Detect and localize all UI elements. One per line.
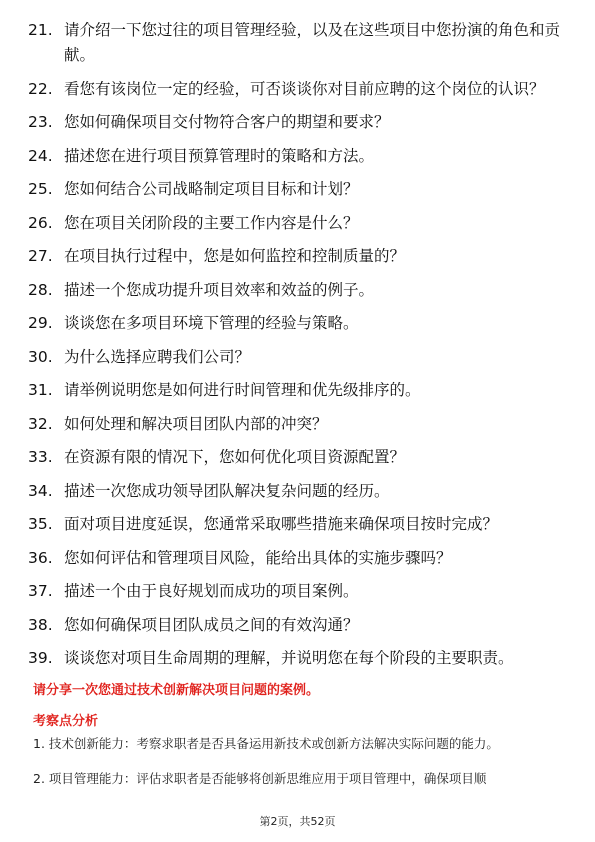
question-number: 39. bbox=[28, 649, 53, 667]
question-number: 22. bbox=[28, 79, 53, 98]
page-footer: 第2页，共52页 bbox=[259, 815, 336, 828]
question-number: 29. bbox=[28, 314, 53, 332]
question-item bbox=[28, 110, 568, 135]
question-number: 32. bbox=[28, 414, 53, 433]
question-item bbox=[28, 18, 568, 68]
question-text: 请介绍一下您过往的项目管理经验，以及在这些项目中您扮演的角色和贡献。 bbox=[64, 21, 561, 64]
question-number: 27. bbox=[28, 247, 53, 265]
question-number: 23. bbox=[28, 113, 53, 131]
question-text: 请举例说明您是如何进行时间管理和优先级排序的。 bbox=[64, 381, 421, 399]
question-text: 描述一个由于良好规划而成功的项目案例。 bbox=[64, 582, 359, 600]
analysis-item: 1. 技术创新能力：考察求职者是否具备运用新技术或创新方法解决实际问题的能力。 bbox=[33, 736, 499, 751]
question-item bbox=[28, 244, 568, 269]
question-item bbox=[28, 177, 568, 202]
analysis-list bbox=[33, 730, 563, 800]
question-text: 谈谈您在多项目环境下管理的经验与策略。 bbox=[64, 314, 359, 332]
question-number: 28. bbox=[28, 280, 53, 299]
question-text: 描述一次您成功领导团队解决复杂问题的经历。 bbox=[64, 481, 390, 500]
question-item bbox=[28, 211, 568, 236]
question-item bbox=[28, 144, 568, 169]
analysis-item: 2. 项目管理能力：评估求职者是否能够将创新思维应用于项目管理中，确保项目顺 bbox=[33, 771, 487, 786]
question-number: 26. bbox=[28, 213, 53, 232]
question-item bbox=[28, 378, 568, 403]
question-text: 您在项目关闭阶段的主要工作内容是什么？ bbox=[64, 213, 359, 232]
question-item bbox=[28, 479, 568, 504]
question-item bbox=[28, 278, 568, 303]
question-number: 38. bbox=[28, 615, 53, 634]
question-number: 30. bbox=[28, 347, 53, 366]
question-number: 37. bbox=[28, 582, 53, 600]
question-text: 描述您在进行项目预算管理时的策略和方法。 bbox=[64, 146, 375, 165]
question-text: 如何处理和解决项目团队内部的冲突？ bbox=[64, 414, 328, 433]
question-list bbox=[28, 18, 568, 680]
question-number: 36. bbox=[28, 548, 53, 567]
question-text: 描述一个您成功提升项目效率和效益的例子。 bbox=[64, 280, 375, 299]
question-text: 您如何结合公司战略制定项目目标和计划？ bbox=[64, 180, 359, 198]
question-text: 看您有该岗位一定的经验，可否谈谈你对目前应聘的这个岗位的认识？ bbox=[64, 79, 545, 98]
question-item bbox=[28, 77, 568, 102]
question-number: 21. bbox=[28, 21, 53, 39]
question-text: 为什么选择应聘我们公司？ bbox=[64, 347, 251, 366]
question-text: 您如何评估和管理项目风险，能给出具体的实施步骤吗？ bbox=[64, 548, 452, 567]
question-number: 35. bbox=[28, 515, 53, 533]
question-number: 31. bbox=[28, 381, 53, 399]
question-text: 在项目执行过程中，您是如何监控和控制质量的？ bbox=[64, 247, 406, 265]
question-item bbox=[28, 445, 568, 470]
question-number: 33. bbox=[28, 448, 53, 466]
question-item bbox=[28, 412, 568, 437]
question-number: 34. bbox=[28, 481, 53, 500]
section-title: 请分享一次您通过技术创新解决项目问题的案例。 bbox=[33, 683, 320, 698]
question-text: 面对项目进度延误，您通常采取哪些措施来确保项目按时完成？ bbox=[64, 515, 499, 533]
question-item bbox=[28, 512, 568, 537]
question-item bbox=[28, 546, 568, 571]
question-text: 您如何确保项目团队成员之间的有效沟通？ bbox=[64, 615, 359, 634]
analysis-heading: 考察点分析 bbox=[33, 714, 99, 729]
question-text: 谈谈您对项目生命周期的理解，并说明您在每个阶段的主要职责。 bbox=[64, 649, 514, 667]
question-item bbox=[28, 646, 568, 671]
question-text: 在资源有限的情况下，您如何优化项目资源配置？ bbox=[64, 448, 406, 466]
question-text: 您如何确保项目交付物符合客户的期望和要求？ bbox=[64, 113, 390, 131]
question-item bbox=[28, 579, 568, 604]
question-number: 25. bbox=[28, 180, 53, 198]
question-number: 24. bbox=[28, 146, 53, 165]
question-item bbox=[28, 345, 568, 370]
question-item bbox=[28, 613, 568, 638]
question-item bbox=[28, 311, 568, 336]
